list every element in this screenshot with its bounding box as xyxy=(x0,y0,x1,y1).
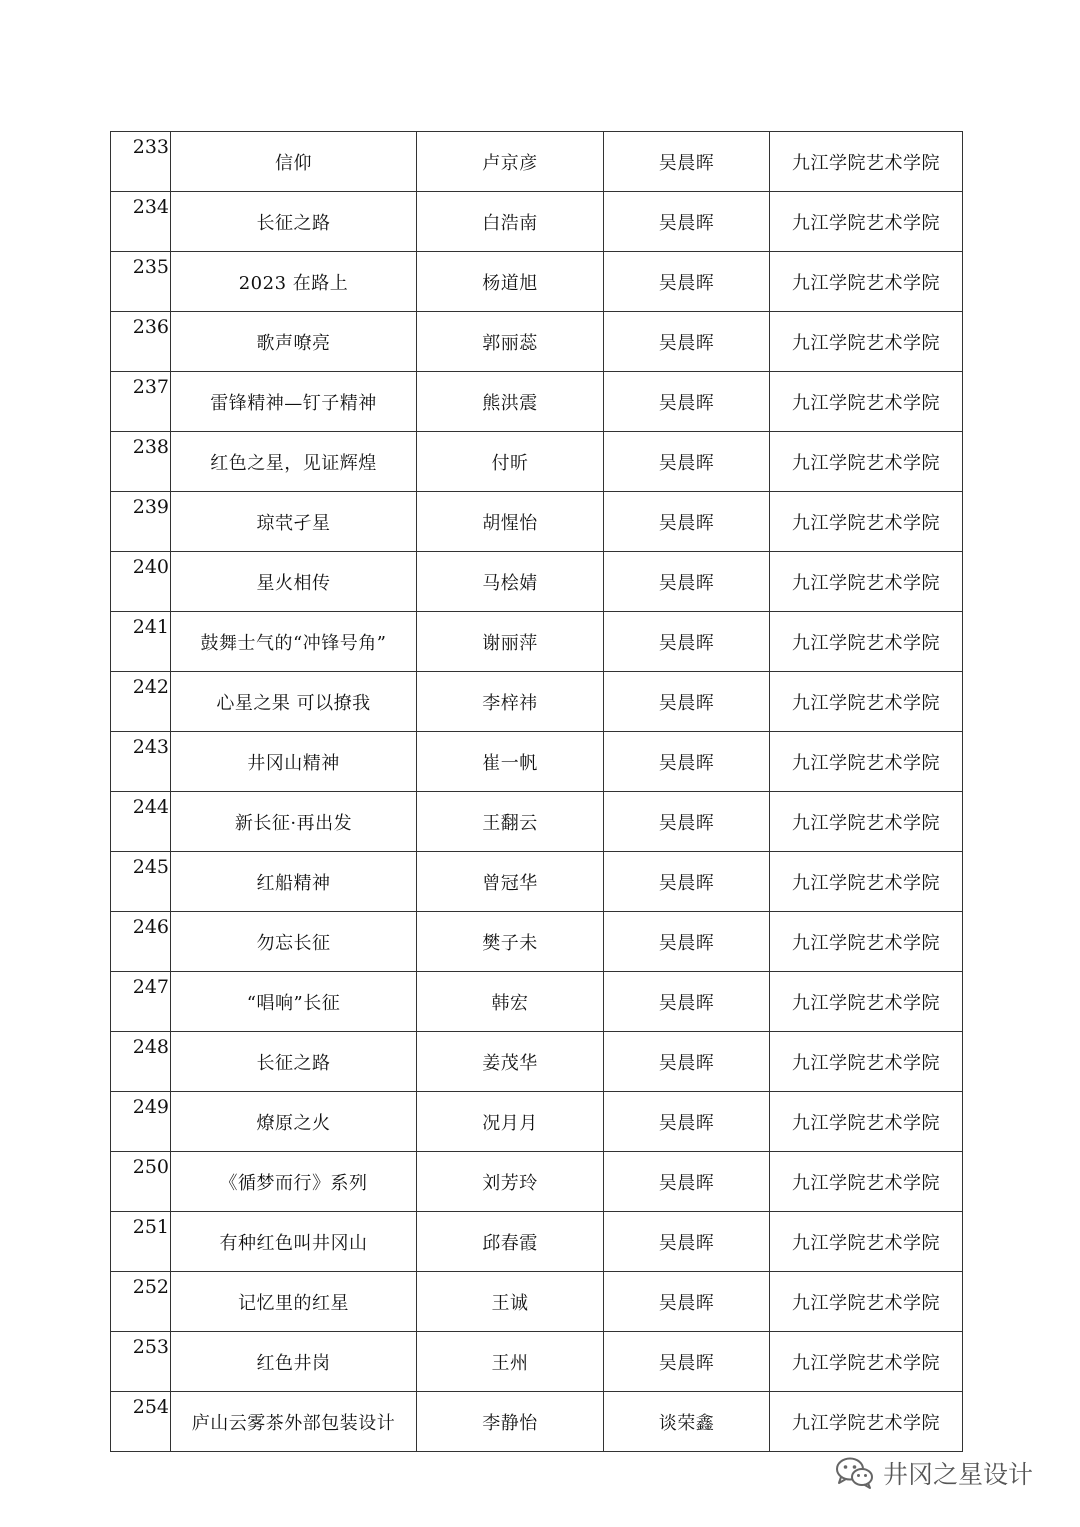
cell-school: 九江学院艺术学院 xyxy=(770,1272,963,1332)
cell-teacher: 吴晨晖 xyxy=(604,1032,770,1092)
cell-teacher: 吴晨晖 xyxy=(604,552,770,612)
table-row xyxy=(111,192,963,252)
table-row xyxy=(111,912,963,972)
table-row xyxy=(111,432,963,492)
cell-teacher: 吴晨晖 xyxy=(604,792,770,852)
cell-number: 244 xyxy=(111,792,171,852)
cell-teacher: 吴晨晖 xyxy=(604,1272,770,1332)
cell-title: 星火相传 xyxy=(171,552,417,612)
cell-title: 有种红色叫井冈山 xyxy=(171,1212,417,1272)
cell-school: 九江学院艺术学院 xyxy=(770,1212,963,1272)
cell-teacher: 吴晨晖 xyxy=(604,912,770,972)
cell-number: 250 xyxy=(111,1152,171,1212)
cell-author: 邱春霞 xyxy=(417,1212,604,1272)
cell-title: 勿忘长征 xyxy=(171,912,417,972)
cell-title: 记忆里的红星 xyxy=(171,1272,417,1332)
cell-author: 姜茂华 xyxy=(417,1032,604,1092)
cell-number: 246 xyxy=(111,912,171,972)
table-row xyxy=(111,852,963,912)
cell-title: 红船精神 xyxy=(171,852,417,912)
cell-school: 九江学院艺术学院 xyxy=(770,132,963,192)
cell-author: 崔一帆 xyxy=(417,732,604,792)
cell-number: 252 xyxy=(111,1272,171,1332)
table-row xyxy=(111,1212,963,1272)
cell-school: 九江学院艺术学院 xyxy=(770,732,963,792)
table-row xyxy=(111,972,963,1032)
cell-author: 杨道旭 xyxy=(417,252,604,312)
cell-title: 燎原之火 xyxy=(171,1092,417,1152)
cell-school: 九江学院艺术学院 xyxy=(770,1092,963,1152)
table-row xyxy=(111,1332,963,1392)
cell-school: 九江学院艺术学院 xyxy=(770,792,963,852)
cell-school: 九江学院艺术学院 xyxy=(770,432,963,492)
cell-number: 253 xyxy=(111,1332,171,1392)
cell-school: 九江学院艺术学院 xyxy=(770,192,963,252)
cell-number: 238 xyxy=(111,432,171,492)
cell-number: 245 xyxy=(111,852,171,912)
table-row xyxy=(111,1152,963,1212)
cell-title: 歌声嘹亮 xyxy=(171,312,417,372)
cell-author: 刘芳玲 xyxy=(417,1152,604,1212)
cell-school: 九江学院艺术学院 xyxy=(770,1392,963,1452)
watermark xyxy=(835,1455,1033,1491)
cell-author: 卢京彦 xyxy=(417,132,604,192)
cell-title: 长征之路 xyxy=(171,1032,417,1092)
cell-teacher: 吴晨晖 xyxy=(604,1092,770,1152)
cell-teacher: 吴晨晖 xyxy=(604,672,770,732)
cell-number: 243 xyxy=(111,732,171,792)
cell-number: 237 xyxy=(111,372,171,432)
cell-author: 王诚 xyxy=(417,1272,604,1332)
cell-teacher: 吴晨晖 xyxy=(604,132,770,192)
cell-teacher: 吴晨晖 xyxy=(604,312,770,372)
cell-teacher: 吴晨晖 xyxy=(604,372,770,432)
cell-number: 234 xyxy=(111,192,171,252)
cell-school: 九江学院艺术学院 xyxy=(770,372,963,432)
cell-author: 韩宏 xyxy=(417,972,604,1032)
cell-teacher: 吴晨晖 xyxy=(604,732,770,792)
cell-author: 况月月 xyxy=(417,1092,604,1152)
cell-title: 井冈山精神 xyxy=(171,732,417,792)
cell-number: 239 xyxy=(111,492,171,552)
cell-title: 信仰 xyxy=(171,132,417,192)
table-row xyxy=(111,552,963,612)
works-table xyxy=(110,131,963,1452)
cell-number: 251 xyxy=(111,1212,171,1272)
cell-title: 2023 在路上 xyxy=(171,252,417,312)
cell-number: 241 xyxy=(111,612,171,672)
cell-number: 236 xyxy=(111,312,171,372)
cell-author: 马桧婧 xyxy=(417,552,604,612)
cell-author: 付昕 xyxy=(417,432,604,492)
table-row xyxy=(111,312,963,372)
cell-title: 《循梦而行》系列 xyxy=(171,1152,417,1212)
cell-title: 雷锋精神—钉子精神 xyxy=(171,372,417,432)
cell-teacher: 吴晨晖 xyxy=(604,192,770,252)
cell-title: 琼茕孑星 xyxy=(171,492,417,552)
cell-school: 九江学院艺术学院 xyxy=(770,612,963,672)
cell-school: 九江学院艺术学院 xyxy=(770,552,963,612)
table-row xyxy=(111,732,963,792)
cell-title: 红色之星，见证辉煌 xyxy=(171,432,417,492)
cell-title: 长征之路 xyxy=(171,192,417,252)
cell-number: 240 xyxy=(111,552,171,612)
cell-number: 235 xyxy=(111,252,171,312)
cell-teacher: 吴晨晖 xyxy=(604,252,770,312)
cell-school: 九江学院艺术学院 xyxy=(770,972,963,1032)
table-row xyxy=(111,1032,963,1092)
cell-number: 248 xyxy=(111,1032,171,1092)
cell-school: 九江学院艺术学院 xyxy=(770,852,963,912)
cell-teacher: 吴晨晖 xyxy=(604,852,770,912)
table-row xyxy=(111,1392,963,1452)
wechat-icon xyxy=(835,1456,875,1490)
table-row xyxy=(111,252,963,312)
cell-title: “唱响”长征 xyxy=(171,972,417,1032)
cell-author: 熊洪震 xyxy=(417,372,604,432)
cell-school: 九江学院艺术学院 xyxy=(770,1032,963,1092)
cell-school: 九江学院艺术学院 xyxy=(770,1332,963,1392)
cell-teacher: 吴晨晖 xyxy=(604,492,770,552)
table-row xyxy=(111,792,963,852)
cell-title: 新长征·再出发 xyxy=(171,792,417,852)
table-row xyxy=(111,1092,963,1152)
cell-school: 九江学院艺术学院 xyxy=(770,672,963,732)
cell-title: 鼓舞士气的“冲锋号角” xyxy=(171,612,417,672)
cell-teacher: 吴晨晖 xyxy=(604,612,770,672)
cell-author: 李静怡 xyxy=(417,1392,604,1452)
table-row xyxy=(111,612,963,672)
cell-author: 谢丽萍 xyxy=(417,612,604,672)
cell-author: 曾冠华 xyxy=(417,852,604,912)
cell-school: 九江学院艺术学院 xyxy=(770,312,963,372)
watermark-text: 井冈之星设计 xyxy=(883,1460,1034,1489)
cell-author: 王翻云 xyxy=(417,792,604,852)
cell-teacher: 谈荣鑫 xyxy=(604,1392,770,1452)
cell-teacher: 吴晨晖 xyxy=(604,1332,770,1392)
cell-number: 249 xyxy=(111,1092,171,1152)
cell-number: 247 xyxy=(111,972,171,1032)
table-row xyxy=(111,672,963,732)
cell-number: 254 xyxy=(111,1392,171,1452)
cell-title: 红色井岗 xyxy=(171,1332,417,1392)
cell-author: 李梓祎 xyxy=(417,672,604,732)
table-row xyxy=(111,492,963,552)
cell-teacher: 吴晨晖 xyxy=(604,1212,770,1272)
cell-number: 233 xyxy=(111,132,171,192)
cell-author: 白浩南 xyxy=(417,192,604,252)
cell-title: 庐山云雾茶外部包装设计 xyxy=(171,1392,417,1452)
table-row xyxy=(111,372,963,432)
cell-author: 樊子未 xyxy=(417,912,604,972)
cell-school: 九江学院艺术学院 xyxy=(770,252,963,312)
table-row xyxy=(111,1272,963,1332)
cell-school: 九江学院艺术学院 xyxy=(770,912,963,972)
cell-title: 心星之果 可以撩我 xyxy=(171,672,417,732)
cell-teacher: 吴晨晖 xyxy=(604,972,770,1032)
cell-school: 九江学院艺术学院 xyxy=(770,492,963,552)
cell-author: 王州 xyxy=(417,1332,604,1392)
cell-teacher: 吴晨晖 xyxy=(604,1152,770,1212)
cell-number: 242 xyxy=(111,672,171,732)
table-row xyxy=(111,132,963,192)
cell-author: 胡惺怡 xyxy=(417,492,604,552)
cell-teacher: 吴晨晖 xyxy=(604,432,770,492)
cell-author: 郭丽蕊 xyxy=(417,312,604,372)
cell-school: 九江学院艺术学院 xyxy=(770,1152,963,1212)
